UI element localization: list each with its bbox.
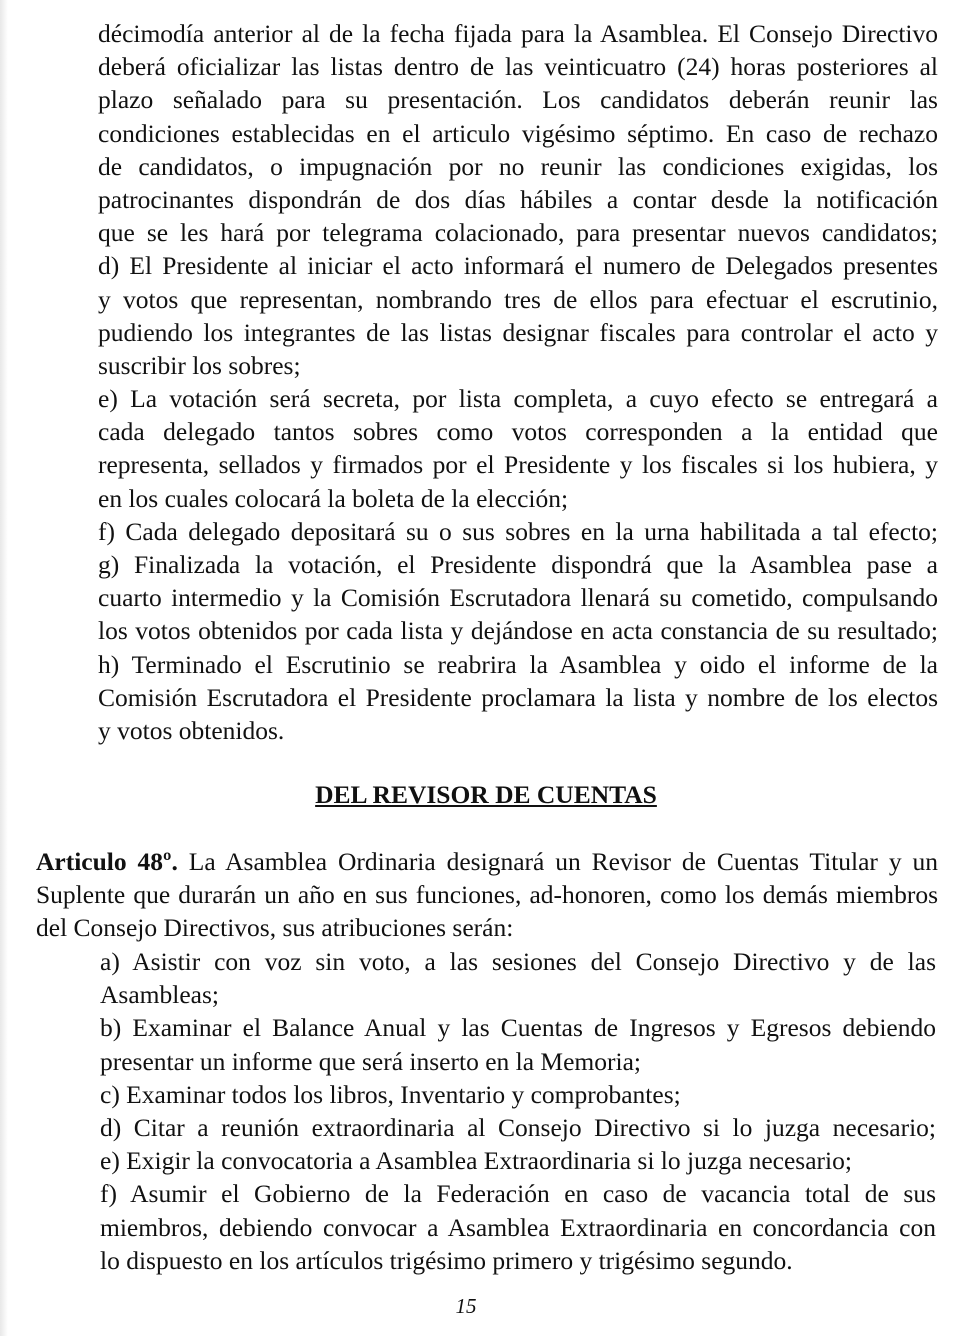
text-line: g) Finalizada la votación, el Presidente dispondrá que la Asamblea pase a [98,550,938,579]
text-line: pudiendo los integrantes de las listas designar fiscales para controlar el acto y [98,317,938,347]
list-item-line: c) Examinar todos los libros, Inventario y comprobantes; [100,1079,681,1109]
text-line: d) El Presidente al iniciar el acto informará el numero de Delegados presentes [98,251,938,281]
election-procedure-text [98,17,938,747]
section-heading: DEL REVISOR DE CUENTAS [315,780,657,809]
list-item-line: d) Citar a reunión extraordinaria al Consejo Directivo si lo juzga necesario; [100,1112,936,1142]
article-text: La Asamblea Ordinaria designará un Revisor de Cuentas Titular y un [177,847,938,876]
text-line: suscribir los sobres; [98,350,301,380]
page-number: 15 [455,1294,477,1318]
article-line [36,845,938,878]
text-line: que se les hará por telegrama colacionado, para presentar nuevos candidatos; [98,218,938,248]
text-line: plazo señalado para su presentación. Los candidatos deberán reunir las [98,85,938,115]
text-line: patrocinantes dispondrán de dos días hábiles a contar desde la notificación [98,184,938,214]
text-line: en los cuales colocará la boleta de la elección; [98,483,569,513]
list-item-line: lo dispuesto en los artículos trigésimo primero y trigésimo segundo. [100,1245,793,1275]
text-line: Comisión Escrutadora el Presidente proclamara la lista y nombre de los electos [98,682,938,712]
text-line: y votos que representan, nombrando tres de ellos para efectuar el escrutinio, [98,284,938,314]
list-item-line: f) Asumir el Gobierno de la Federación en caso de vacancia total de sus [100,1179,936,1209]
text-line: condiciones establecidas en el articulo vigésimo séptimo. En caso de rechazo [98,118,938,148]
text-line: cada delegado tantos sobres como votos corresponden a la entidad que [98,417,938,447]
list-item-line: Asambleas; [100,980,219,1010]
list-item-line: miembros, debiendo convocar a Asamblea Extraordinaria en concordancia con [100,1212,936,1242]
list-item-line: b) Examinar el Balance Anual y las Cuentas de Ingresos y Egresos debiendo [100,1013,936,1043]
text-line: representa, sellados y firmados por el Presidente y los fiscales si los hubiera, y [98,450,938,480]
article-label: Articulo 48º. [36,847,178,876]
text-line: y votos obtenidos. [98,715,285,745]
scan-edge [0,0,8,1336]
list-item-line: e) Exigir la convocatoria a Asamblea Extraordinaria si lo juzga necesario; [100,1146,852,1176]
text-line: los votos obtenidos por cada lista y dejándose en acta constancia de su resultado; [98,616,938,646]
list-item-line: presentar un informe que será inserto en la Memoria; [100,1046,641,1076]
text-line: deberá oficializar las listas dentro de las veinticuatro (24) horas posteriores al [98,52,938,82]
text-line: h) Terminado el Escrutinio se reabrira la Asamblea y oido el informe de la [98,649,938,679]
text-line: e) La votación será secreta, por lista completa, a cuyo efecto se entregará a [98,384,938,414]
article-48-duties-list [100,945,936,1277]
text-line: de candidatos, o impugnación por no reunir las condiciones exigidas, los [98,151,938,181]
list-item-line: a) Asistir con voz sin voto, a las sesiones del Consejo Directivo y de las [100,947,936,976]
article-48 [36,845,938,945]
article-line: del Consejo Directivos, sus atribuciones serán: [36,913,514,943]
article-line: Suplente que durarán un año en sus funciones, ad-honoren, como los demás miembros [36,880,938,910]
text-line: f) Cada delegado depositará su o sus sobres en la urna habilitada a tal efecto; [98,516,938,546]
text-line: décimodía anterior al de la fecha fijada para la Asamblea. El Consejo Directivo [98,19,938,48]
text-line: cuarto intermedio y la Comisión Escrutadora llenará su cometido, compulsando [98,583,938,613]
